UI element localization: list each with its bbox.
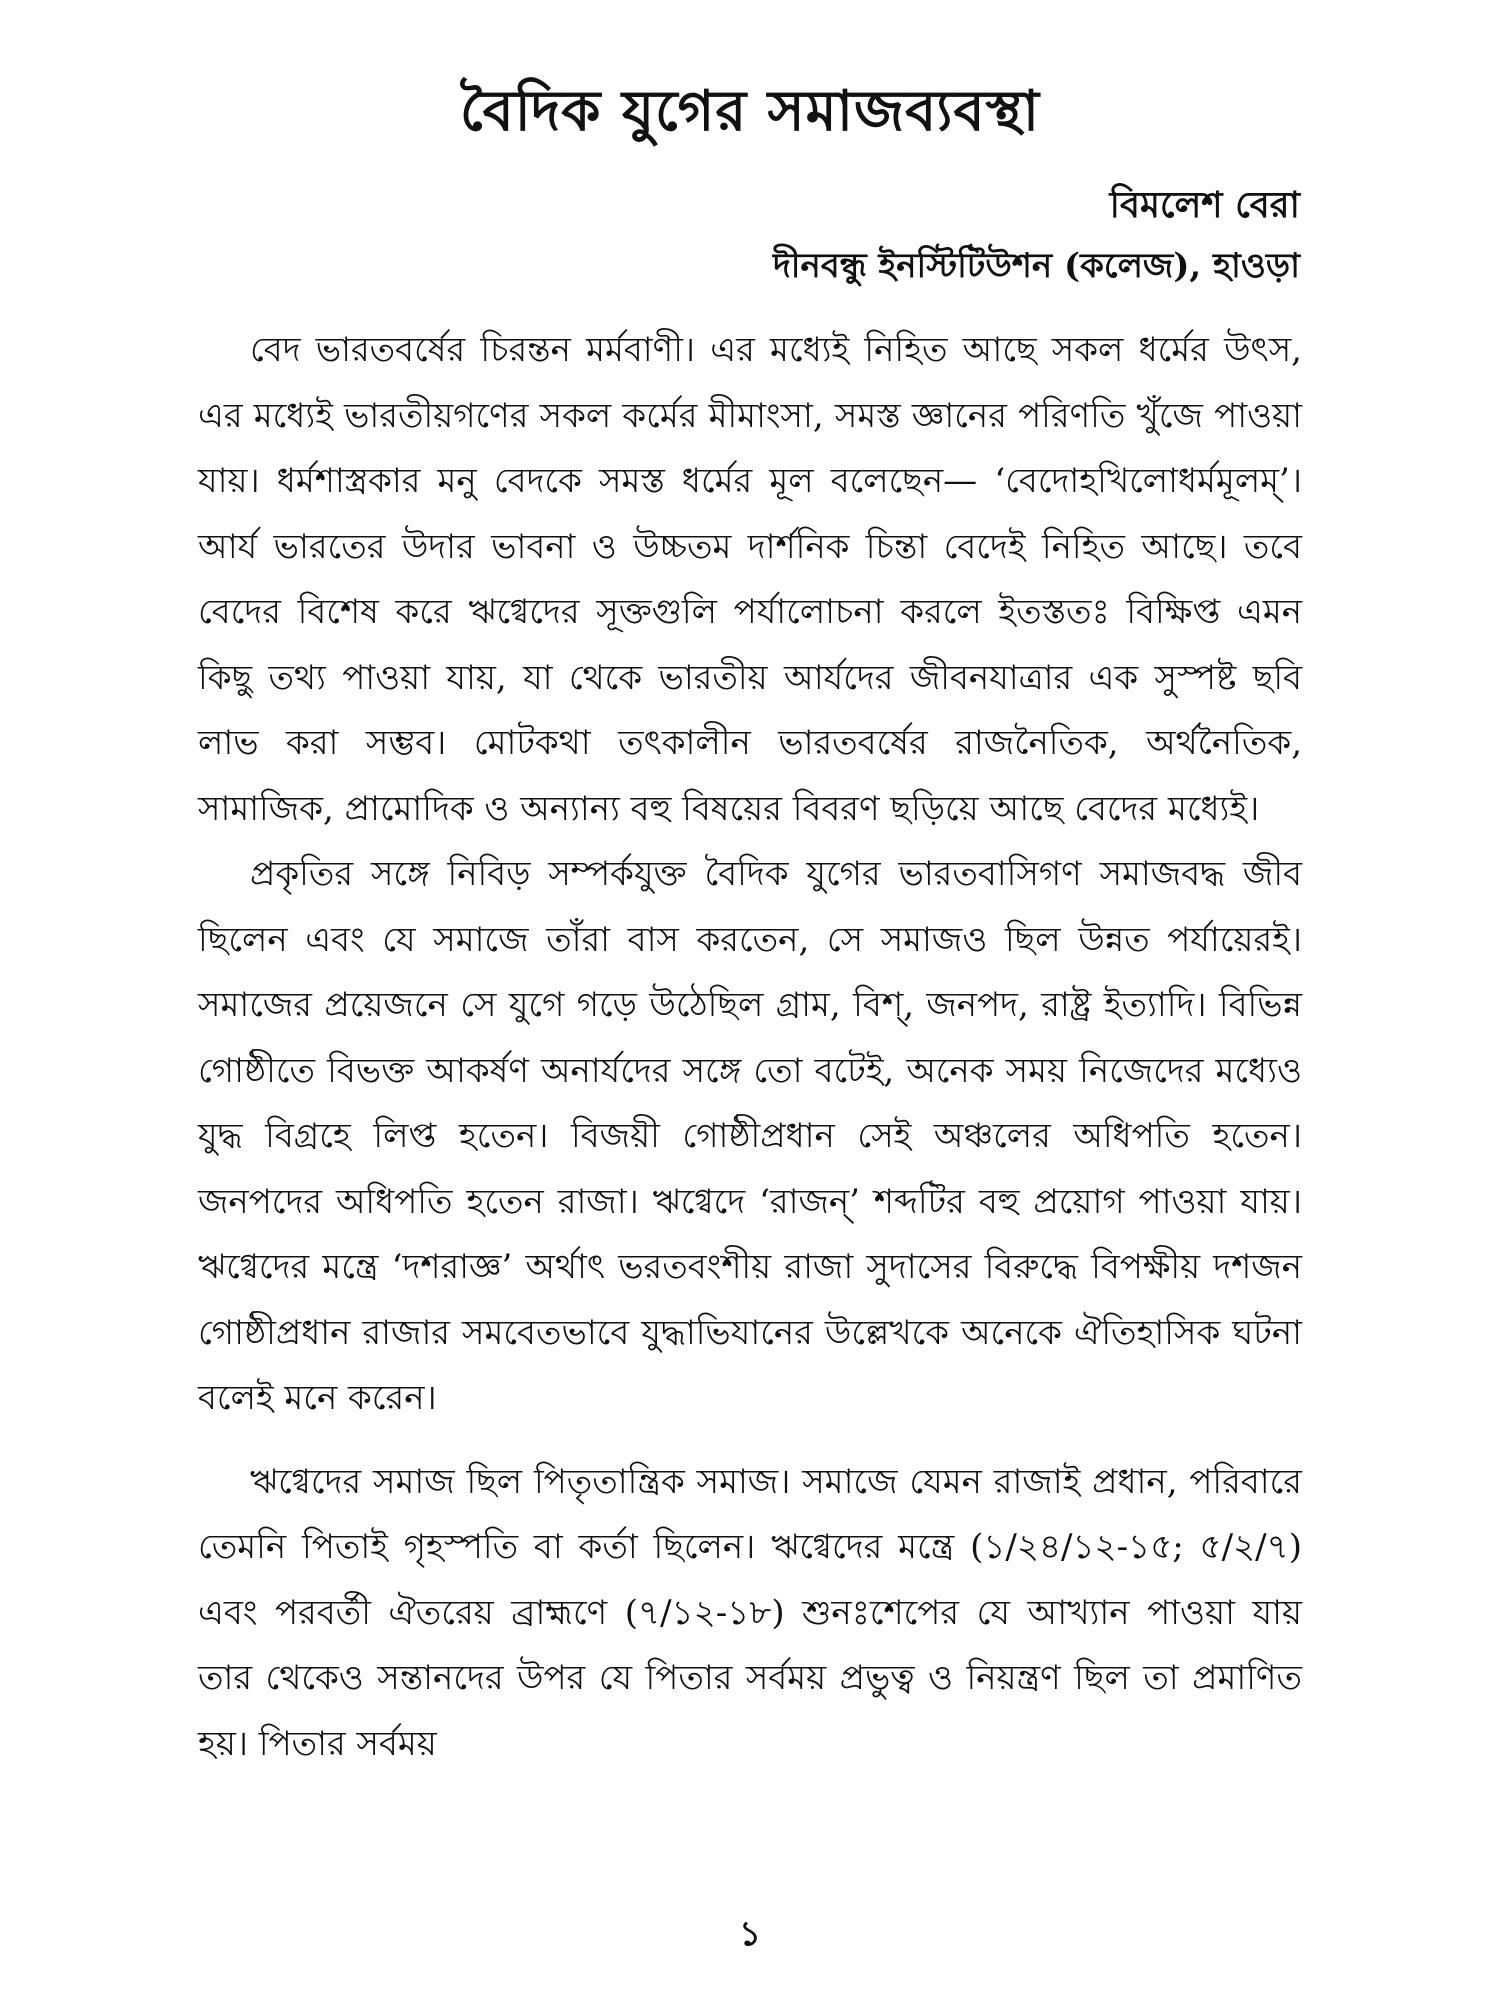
author-affiliation: দীনবন্ধু ইনস্টিটিউশন (কলেজ), হাওড়া: [772, 246, 1300, 286]
paragraph-2: প্রকৃতির সঙ্গে নিবিড় সম্পর্কযুক্ত বৈদিক যুগের ভারতবাসিগণ সমাজবদ্ধ জীব ছিলেন এবং যে সমাজে তাঁরা বাস করতেন, সে সমাজও ছিল উন্নত পর্যায়েরই। সমাজের প্রয়েজনে সে যুগে গড়ে উঠেছিল গ্রাম, বিশ্, জনপদ, রাষ্ট্র ইত্যাদি। বিভিন্ন গোষ্ঠীতে বিভক্ত আকর্ষণ অনার্যদের সঙ্গে তো বটেই, অনেক সময় নিজেদের মধ্যেও যুদ্ধ বিগ্রহে লিপ্ত হতেন। বিজয়ী গোষ্ঠীপ্রধান সেই অঞ্চলের অধিপতি হতেন। জনপদের অধিপতি হতেন রাজা। ঋগ্বেদে ‘রাজন্’ শব্দটির বহু প্রয়োগ পাওয়া যায়। ঋগ্বেদের মন্ত্রে ‘দশরাজ্ঞ’ অর্থাৎ ভরতবংশীয় রাজা সুদাসের বিরুদ্ধে বিপক্ষীয় দশজন গোষ্ঠীপ্রধান রাজার সমবেতভাবে যুদ্ধাভিযানের উল্লেখকে অনেকে ঐতিহাসিক ঘটনা বলেই মনে করেন।: [198, 854, 1302, 1418]
paragraph-3: ঋগ্বেদের সমাজ ছিল পিতৃতান্ত্রিক সমাজ। সমাজে যেমন রাজাই প্রধান, পরিবারে তেমনি পিতাই গৃহস্পতি বা কর্তা ছিলেন। ঋগ্বেদের মন্ত্রে (১/২৪/১২-১৫; ৫/২/৭) এবং পরবর্তী ঐতরেয় ব্রাহ্মণে (৭/১২-১৮) শুনঃশেপের যে আখ্যান পাওয়া যায় তার থেকেও সন্তানদের উপর যে পিতার সর্বময় প্রভুত্ব ও নিয়ন্ত্রণ ছিল তা প্রমাণিত হয়। পিতার সর্বময়: [198, 1461, 1302, 1764]
page-number: ১: [738, 1914, 762, 1954]
article-body: [198, 318, 1302, 1777]
paragraph-1: বেদ ভারতবর্ষের চিরন্তন মর্মবাণী। এর মধ্যেই নিহিত আছে সকল ধর্মের উৎস, এর মধ্যেই ভারতীয়গণের সকল কর্মের মীমাংসা, সমস্ত জ্ঞানের পরিণতি খুঁজে পাওয়া যায়। ধর্মশাস্ত্রকার মনু বেদকে সমস্ত ধর্মের মূল বলেছেন— ‘বেদোহখিলোধর্মমূলম্’। আর্য ভারতের উদার ভাবনা ও উচ্চতম দার্শনিক চিন্তা বেদেই নিহিত আছে। তবে বেদের বিশেষ করে ঋগ্বেদের সূক্তগুলি পর্যালোচনা করলে ইতস্ততঃ বিক্ষিপ্ত এমন কিছু তথ্য পাওয়া যায়, যা থেকে ভারতীয় আর্যদের জীবনযাত্রার এক সুস্পষ্ট ছবি লাভ করা সম্ভব। মোটকথা তৎকালীন ভারতবর্ষের রাজনৈতিক, অর্থনৈতিক, সামাজিক, প্রামোদিক ও অন্যান্য বহু বিষয়ের বিবরণ ছড়িয়ে আছে বেদের মধ্যেই।: [198, 330, 1302, 829]
page-title: বৈদিক যুগের সমাজব্যবস্থা: [459, 78, 1040, 144]
author-name: বিমলেশ বেরা: [1109, 184, 1300, 226]
